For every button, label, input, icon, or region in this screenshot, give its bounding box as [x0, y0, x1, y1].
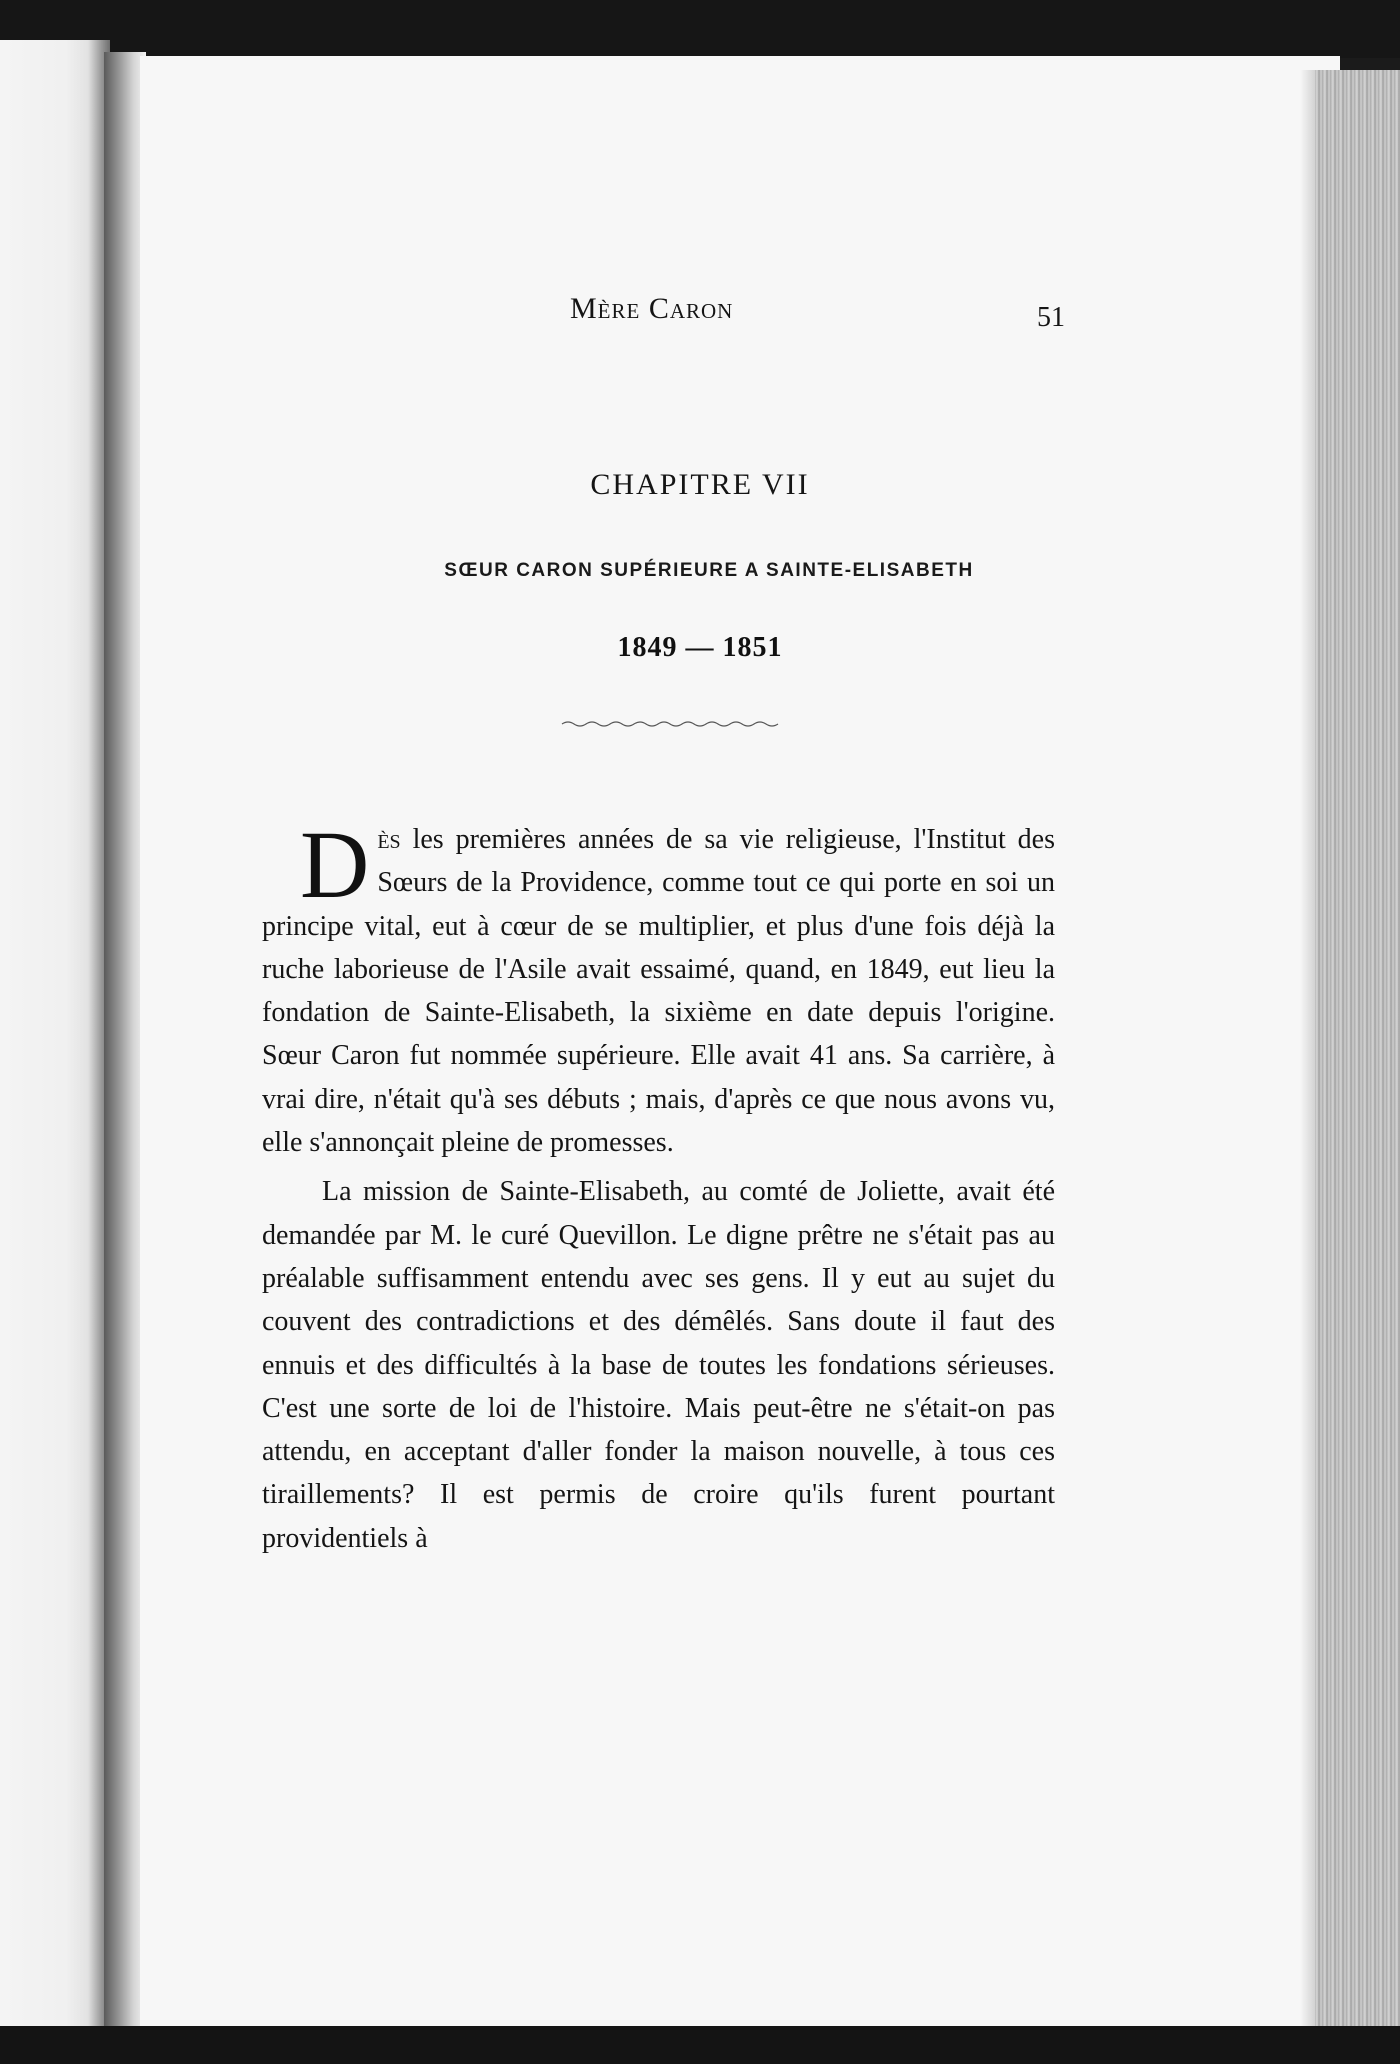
facing-page-edge: [0, 40, 110, 2036]
page-number: 51: [1037, 302, 1065, 333]
paragraph-1-text: les premières années de sa vie religieuse, l'Institut des Sœurs de la Providence, comme tout ce qui porte en soi un principe vital, eut à cœur de se multiplier, et plus d'une fois déjà la ruche laborieuse de l'Asile avait essaimé, quand, en 1849, eut lieu la fondation de Sainte-Elisabeth, la sixième en date depuis l'origine. Sœur Caron fut nommée supérieure. Elle avait 41 ans. Sa carrière, à vrai dire, n'était qu'à ses débuts ; mais, d'après ce que nous avons vu, elle s'annonçait pleine de promesses.: [262, 824, 1055, 1159]
paragraph-1: [262, 811, 1055, 1164]
chapter-dates: 1849 — 1851: [617, 632, 783, 663]
running-head: Mère Caron: [570, 292, 734, 325]
drop-cap: D: [300, 811, 370, 918]
scan-top-border: [0, 0, 1400, 58]
scan-bottom-border: [0, 2026, 1400, 2064]
paragraph-2: La mission de Sainte-Elisabeth, au comté de Joliette, avait été demandée par M. le curé Quevillon. Le digne prêtre ne s'était pas au préalable suffisamment entendu avec ses gens. Il y eut au sujet du couvent des contradictions et des démêlés. Sans doute il faut des ennuis et des difficultés à la base de toutes les fondations sérieuses. C'est une sorte de loi de l'histoire. Mais peut-être ne s'était-on pas attendu, en acceptant d'aller fonder la maison nouvelle, à tous ces tiraillements? Il est permis de croire qu'ils furent pourtant providentiels à: [262, 1176, 1055, 1554]
chapter-title: CHAPITRE VII: [590, 468, 810, 501]
ornamental-rule: [560, 718, 780, 730]
body-text: [262, 811, 1055, 1560]
chapter-subtitle: SŒUR CARON SUPÉRIEURE A SAINTE-ELISABETH: [444, 560, 974, 581]
stacked-page-edges: [1315, 70, 1400, 2030]
lead-in-text: ès: [377, 824, 401, 855]
